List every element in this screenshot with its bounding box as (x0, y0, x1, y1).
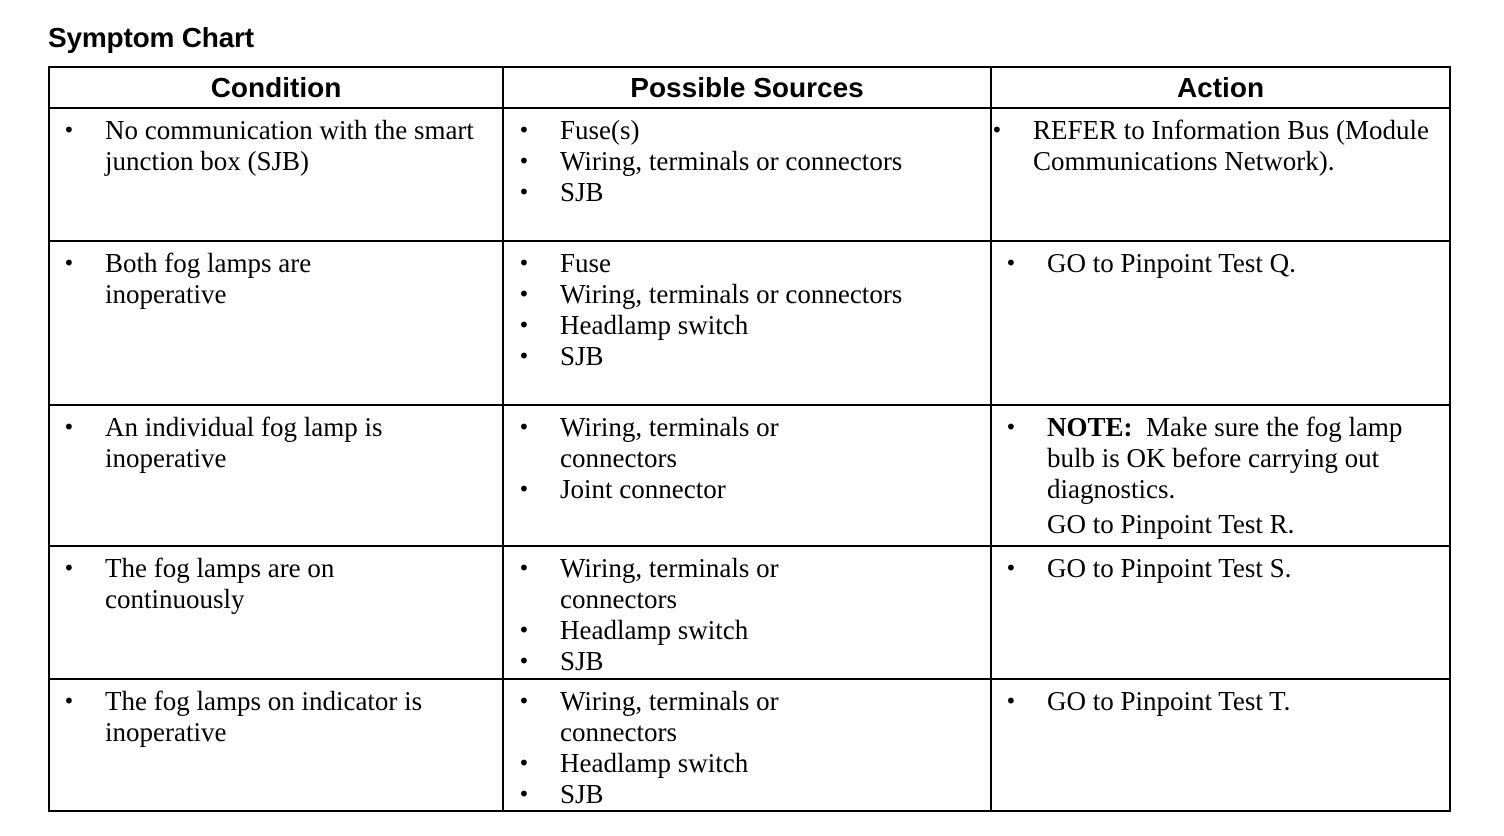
condition-cell (49, 108, 503, 241)
action-cell (991, 108, 1450, 241)
condition-cell (49, 241, 503, 405)
source-item: • SJB (560, 779, 980, 810)
sources-cell (503, 241, 991, 405)
source-item: • Headlamp switch (560, 748, 980, 779)
header-action: Action (991, 67, 1450, 108)
action-text: • REFER to Information Bus (Module Communications Network). (1033, 115, 1439, 177)
source-item: • Wiring, terminals or connectors (560, 686, 830, 748)
action-text: • GO to Pinpoint Test T. (1047, 686, 1439, 717)
action-text: • GO to Pinpoint Test S. (1047, 553, 1439, 584)
table-row (49, 108, 1450, 241)
source-item: • Wiring, terminals or connectors (560, 553, 830, 615)
action-cell (991, 546, 1450, 679)
header-possible-sources: Possible Sources (503, 67, 991, 108)
sources-cell (503, 679, 991, 811)
note-text: Make sure the fog lamp bulb is OK before carrying out diagnostics. (1047, 412, 1403, 504)
note-label: NOTE: (1047, 412, 1133, 442)
condition-cell (49, 405, 503, 546)
sources-cell (503, 108, 991, 241)
source-item: • Wiring, terminals or connectors (560, 412, 830, 474)
source-item: • Headlamp switch (560, 310, 980, 341)
table-row (49, 241, 1450, 405)
source-item: • SJB (560, 646, 980, 677)
condition-text: • Both fog lamps are inoperative (105, 248, 365, 310)
condition-text: • The fog lamps are on continuously (105, 553, 395, 615)
action-text: • GO to Pinpoint Test Q. (1047, 248, 1439, 279)
table-row (49, 405, 1450, 546)
condition-cell (49, 546, 503, 679)
action-note (1047, 412, 1439, 540)
source-item: • SJB (560, 341, 980, 372)
source-item: • Wiring, terminals or connectors (560, 279, 980, 310)
header-condition: Condition (49, 67, 503, 108)
source-item: • Fuse(s) (560, 115, 980, 146)
sources-cell (503, 405, 991, 546)
condition-text: • An individual fog lamp is inoperative (105, 412, 445, 474)
source-item: • Headlamp switch (560, 615, 980, 646)
action-cell (991, 405, 1450, 546)
source-item: • Joint connector (560, 474, 980, 505)
sources-cell (503, 546, 991, 679)
source-item: • Fuse (560, 248, 980, 279)
action-cell (991, 241, 1450, 405)
symptom-chart-table (48, 66, 1451, 812)
action-cell (991, 679, 1450, 811)
condition-cell (49, 679, 503, 811)
page-title: Symptom Chart (48, 22, 254, 53)
condition-text: • No communication with the smart junction box (SJB) (105, 115, 492, 177)
action-text: GO to Pinpoint Test R. (1047, 509, 1295, 539)
table-row (49, 679, 1450, 811)
table-row (49, 546, 1450, 679)
source-item: • Wiring, terminals or connectors (560, 146, 980, 177)
header-row (49, 67, 1450, 108)
condition-text: • The fog lamps on indicator is inoperative (105, 686, 492, 748)
source-item: • SJB (560, 177, 980, 208)
